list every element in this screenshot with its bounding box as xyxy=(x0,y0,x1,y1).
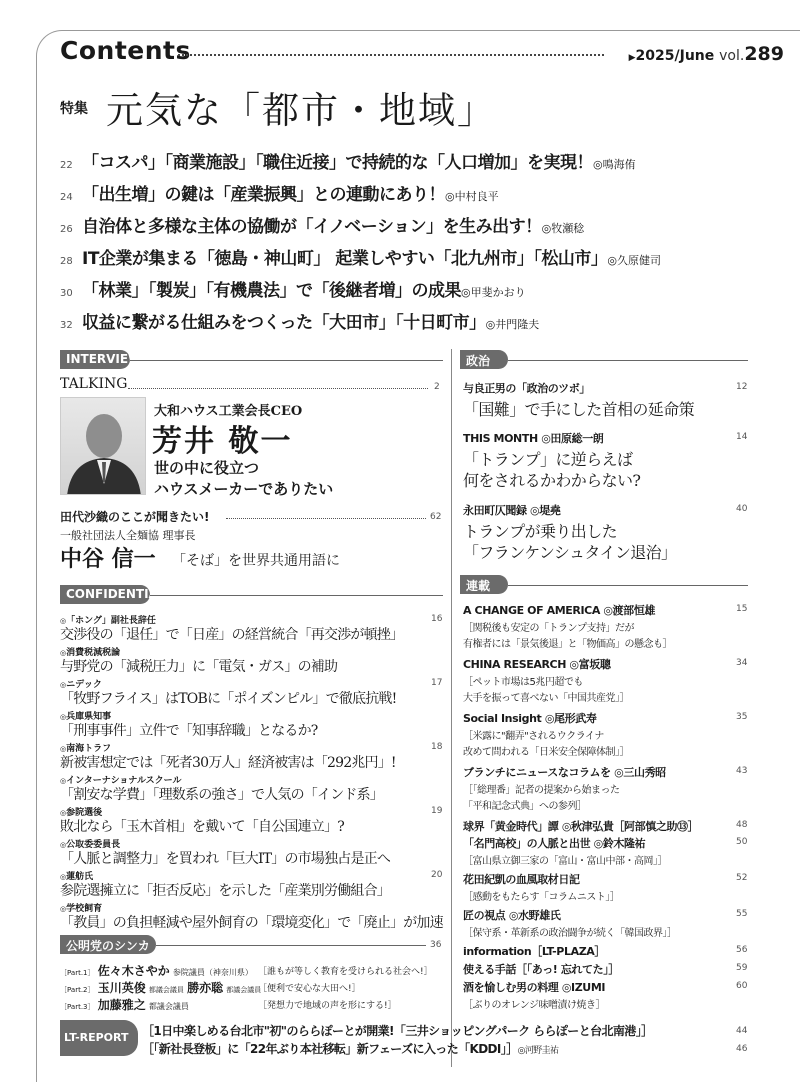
feature-item[interactable] xyxy=(60,148,636,173)
page-number: 15 xyxy=(736,604,748,614)
feature-title: 「出生増」の鍵は「産業振興」との連動にあり！ xyxy=(82,185,445,205)
politics-headline: 「国難」で手にした首相の延命策 xyxy=(463,400,695,419)
vol-number: 289 xyxy=(744,43,784,65)
page-number: 55 xyxy=(736,909,748,919)
page-number: 36 xyxy=(430,940,442,950)
member-role: 都議会議員 xyxy=(148,986,184,994)
feature-author: ◎鳴海侑 xyxy=(593,158,636,171)
page-number: 34 xyxy=(736,658,748,668)
part-label: ［Part.1］ xyxy=(60,969,95,977)
column-header[interactable]: THIS MONTH ◎田原総一朗 xyxy=(463,432,604,445)
triangle-icon: ◎ xyxy=(60,841,67,849)
politics-headline: トランプが乗り出した xyxy=(463,522,618,541)
serial-item[interactable]: 「名門高校」の人脈と出世 ◎鈴木隆祐 xyxy=(463,837,646,850)
special-label: 特集 xyxy=(60,101,88,117)
feature-page: 32 xyxy=(60,320,73,331)
serial-sub: 大手を振って喜べない「中国共産党」］ xyxy=(463,693,629,704)
feature-page: 24 xyxy=(60,192,73,203)
section-komeito: 公明党のシンカ xyxy=(60,935,156,954)
komeito-row[interactable] xyxy=(60,979,261,996)
page-number: 16 xyxy=(431,614,443,624)
serial-sub: ［「総理番」記者の提案から始まった xyxy=(463,785,620,796)
section-rule xyxy=(130,360,443,361)
feature-title: 自治体と多様な主体の協働が「イノベーション」を生み出す！ xyxy=(82,217,542,237)
interview-headline: 世の中に役立つ xyxy=(154,459,260,477)
politics-headline: 「トランプ」に逆らえば xyxy=(463,450,633,469)
komeito-row[interactable] xyxy=(60,962,253,979)
serial-item[interactable]: 匠の視点 ◎水野雄氏 xyxy=(463,909,561,922)
page-number: 18 xyxy=(431,742,443,752)
sub-headline: 「そば」を世界共通用語に xyxy=(172,553,340,569)
sub-interviewee-name[interactable]: 中谷 信一 xyxy=(60,546,156,572)
confidential-item[interactable]: 「割安な学費」「理数系の強さ」で人気の「インド系」 xyxy=(60,787,383,803)
member-name: 佐々木さやか xyxy=(97,964,170,978)
komeito-quote: ［発想力で地域の声を形にする!］ xyxy=(258,1001,397,1011)
column-divider xyxy=(451,349,452,1067)
feature-author: ◎井門隆夫 xyxy=(485,318,540,331)
page-number: 19 xyxy=(431,806,443,816)
sub-interviewee-role: 一般社団法人全麺協 理事長 xyxy=(60,529,196,542)
lt-report-text: ［「新社長登板」に「22年ぶり本社移転」新フェーズに入った「KDDI」］ xyxy=(142,1042,518,1056)
triangle-icon: ◎ xyxy=(60,809,67,817)
confidential-item[interactable]: 交渉役の「退任」で「日産」の経営統合「再交渉が頓挫」 xyxy=(60,627,404,643)
column-header[interactable]: 永田町仄聞録 ◎堤堯 xyxy=(463,504,561,517)
section-politics: 政治 xyxy=(460,350,508,369)
section-rule xyxy=(508,585,748,586)
lt-report-author: ◎河野圭祐 xyxy=(517,1046,559,1056)
tag-text: インターナショナルスクール xyxy=(66,776,182,786)
page-number: 20 xyxy=(431,870,443,880)
serial-item[interactable]: 酒を愉しむ男の料理 ◎IZUMI xyxy=(463,981,606,994)
serial-sub: ［感動をもたらす「コラムニスト」］ xyxy=(463,892,620,903)
tag-text: 公取委委員長 xyxy=(66,840,121,850)
lt-report-label: LT-REPORT xyxy=(60,1020,138,1056)
serial-item[interactable]: information［LT-PLAZA］ xyxy=(463,945,605,958)
page-number: 50 xyxy=(736,837,748,847)
triangle-icon: ◎ xyxy=(60,649,67,657)
section-rule xyxy=(150,595,443,596)
triangle-icon: ◎ xyxy=(60,745,67,753)
contents-title: Contents xyxy=(60,36,191,65)
feature-page: 22 xyxy=(60,160,73,171)
serial-item[interactable]: CHINA RESEARCH ◎富坂聰 xyxy=(463,658,611,671)
interviewee-name[interactable]: 芳井 敬一 xyxy=(152,424,293,459)
page-number: 12 xyxy=(736,382,748,392)
page-number: 60 xyxy=(736,981,748,991)
page-number: 56 xyxy=(736,945,748,955)
page-number: 40 xyxy=(736,504,748,514)
interview-headline: ハウスメーカーでありたい xyxy=(154,480,334,498)
section-rule xyxy=(508,360,748,361)
page-number: 59 xyxy=(736,963,748,973)
feature-page: 26 xyxy=(60,224,73,235)
feature-title: 「林業」「製炭」「有機農法」で「後継者増」の成果 xyxy=(82,281,461,301)
serial-sub: 改めて問われる「日米安全保障体制」］ xyxy=(463,747,629,758)
tag-text: 「ホング」副社長辞任 xyxy=(66,616,156,626)
page-number: 43 xyxy=(736,766,748,776)
feature-title: 「コスパ」「商業施設」「職住近接」で持続的な「人口増加」を実現！ xyxy=(82,153,593,173)
feature-item[interactable] xyxy=(60,212,584,237)
sub-interview-title[interactable]: 田代沙織のここが聞きたい! xyxy=(60,510,210,524)
feature-page: 28 xyxy=(60,256,73,267)
serial-sub: ［ぶりのオレンジ味噌漬け焼き］ xyxy=(463,1000,605,1011)
serial-item[interactable]: Social Insight ◎尾形武寿 xyxy=(463,712,597,725)
feature-page: 30 xyxy=(60,288,73,299)
serial-sub: ［関税後も安定の「トランプ支持」だが xyxy=(463,623,634,634)
page-number: 62 xyxy=(430,512,442,522)
member-name: 勝亦聡 xyxy=(187,981,224,995)
leader-dots xyxy=(128,388,428,389)
triangle-icon: ◎ xyxy=(60,777,67,785)
tag-text: 兵庫県知事 xyxy=(66,712,112,722)
member-name: 玉川英俊 xyxy=(97,981,146,995)
serial-sub: ［保守系・革新系の政治闘争が続く「韓国政界」］ xyxy=(463,928,677,939)
confidential-item[interactable]: 「刑事事件」立件で「知事辞職」となるか? xyxy=(60,723,318,739)
vol-label: vol. xyxy=(719,48,745,64)
confidential-item[interactable]: 「人脈と調整力」を買われ「巨大IT」の市場独占是正へ xyxy=(60,851,391,867)
feature-title: 収益に繋がる仕組みをつくった「大田市」「十日町市」 xyxy=(82,313,486,333)
triangle-icon: ◎ xyxy=(60,617,67,625)
confidential-item[interactable]: 与野党の「減税圧力」に「電気・ガス」の補助 xyxy=(60,659,338,675)
serial-sub: ［米露に"翻弄"されるウクライナ xyxy=(463,731,604,742)
feature-author: ◎久原健司 xyxy=(607,254,661,267)
page-number: 2 xyxy=(434,382,440,392)
komeito-quote: ［便利で安心な大田へ!］ xyxy=(258,984,361,994)
lt-report-item[interactable] xyxy=(142,1040,558,1057)
serial-sub: ［ペット市場は5兆円超でも xyxy=(463,677,583,688)
feature-title: IT企業が集まる「徳島・神山町」 起業しやすい「北九州市」「松山市」 xyxy=(82,249,608,269)
tag-text: 学校飼育 xyxy=(66,904,103,914)
feature-item[interactable] xyxy=(60,180,499,205)
section-rule xyxy=(156,945,426,946)
issue-date: 2025/June xyxy=(635,48,715,64)
triangle-icon: ◎ xyxy=(60,713,67,721)
talking-label[interactable]: TALKING xyxy=(60,376,128,392)
feature-item[interactable] xyxy=(60,276,526,301)
member-name: 加藤雅之 xyxy=(97,998,146,1012)
tag-text: 蓮舫氏 xyxy=(66,872,94,882)
member-role: 参院議員（神奈川県） xyxy=(172,968,253,977)
part-label: ［Part.3］ xyxy=(60,1003,95,1011)
leader-dots xyxy=(226,518,426,519)
interviewee-role: 大和ハウス工業会長CEO xyxy=(154,404,303,419)
section-serial: 連載 xyxy=(460,575,508,594)
member-role: 都議会議員 xyxy=(148,1002,189,1011)
header-rule xyxy=(178,54,604,56)
tag-text: ニデック xyxy=(66,680,102,690)
tag-text: 消費税減税論 xyxy=(66,648,121,658)
section-confidential: CONFIDENTIAL xyxy=(60,585,150,604)
serial-sub: 「平和記念式典」への参列］ xyxy=(463,801,587,812)
serial-sub: ［富山県立御三家の「富山・富山中部・高岡」］ xyxy=(463,856,667,867)
interviewee-photo xyxy=(60,397,146,495)
feature-item[interactable] xyxy=(60,308,539,333)
komeito-quote: ［誰もが等しく教育を受けられる社会へ!］ xyxy=(258,967,433,977)
serial-item[interactable]: 使える手話［「あっ! 忘れてた」］ xyxy=(463,963,619,976)
page-number: 44 xyxy=(736,1026,748,1036)
serial-item[interactable]: 花田紀凱の血風取材日記 xyxy=(463,873,580,886)
triangle-icon: ▶ xyxy=(628,53,636,63)
member-role: 都議会議員 xyxy=(226,986,262,994)
feature-item[interactable] xyxy=(60,244,661,269)
column-header[interactable]: 与良正男の「政治のツボ」 xyxy=(463,382,590,395)
lt-report-item[interactable]: ［1日中楽しめる台北市"初"のららぽーとが開業!「三井ショッピングパーク ららぽーと台北南港」］ xyxy=(142,1024,653,1038)
issue-info xyxy=(629,43,784,65)
confidential-item[interactable]: 「教員」の負担軽減や屋外飼育の「環境変化」で「廃止」が加速 xyxy=(60,915,443,931)
page-number: 14 xyxy=(736,432,748,442)
page-number: 52 xyxy=(736,873,748,883)
part-label: ［Part.2］ xyxy=(60,986,95,994)
politics-headline: 「フランケンシュタイン退治」 xyxy=(463,543,677,562)
feature-author: ◎甲斐かおり xyxy=(461,286,526,299)
serial-sub: 有権者には「景気後退」と「物価高」の懸念も］ xyxy=(463,639,672,650)
special-title: 元気な「都市・地域」 xyxy=(106,89,496,132)
triangle-icon: ◎ xyxy=(60,681,67,689)
feature-author: ◎中村良平 xyxy=(445,190,499,203)
feature-author: ◎牧瀬稔 xyxy=(541,222,585,235)
komeito-row[interactable] xyxy=(60,996,189,1013)
serial-item[interactable]: ブランチにニュースなコラムを ◎三山秀昭 xyxy=(463,766,666,779)
serial-item[interactable]: A CHANGE OF AMERICA ◎渡部恒雄 xyxy=(463,604,655,617)
page-number: 17 xyxy=(431,678,443,688)
confidential-item[interactable]: 「牧野フライス」はTOBに「ポイズンピル」で徹底抗戦! xyxy=(60,691,397,707)
confidential-item[interactable]: 敗北なら「玉木首相」を戴いて「自公国連立」? xyxy=(60,819,344,835)
politics-headline: 何をされるかわからない? xyxy=(463,471,641,490)
serial-item[interactable]: 球界「黄金時代」譚 ◎秋津弘貴［阿部慎之助⑬］ xyxy=(463,820,699,833)
page-number: 46 xyxy=(736,1044,748,1054)
confidential-item[interactable]: 参院選擁立に「拒否反応」を示した「産業別労働組合」 xyxy=(60,883,390,899)
page-number: 35 xyxy=(736,712,748,722)
triangle-icon: ◎ xyxy=(60,873,67,881)
tag-text: 南海トラフ xyxy=(66,744,112,754)
triangle-icon: ◎ xyxy=(60,905,67,913)
section-interview: INTERVIEW xyxy=(60,350,130,369)
tag-text: 参院選後 xyxy=(66,808,103,818)
page-number: 48 xyxy=(736,820,748,830)
confidential-item[interactable]: 新被害想定では「死者30万人」経済被害は「292兆円」! xyxy=(60,755,396,771)
